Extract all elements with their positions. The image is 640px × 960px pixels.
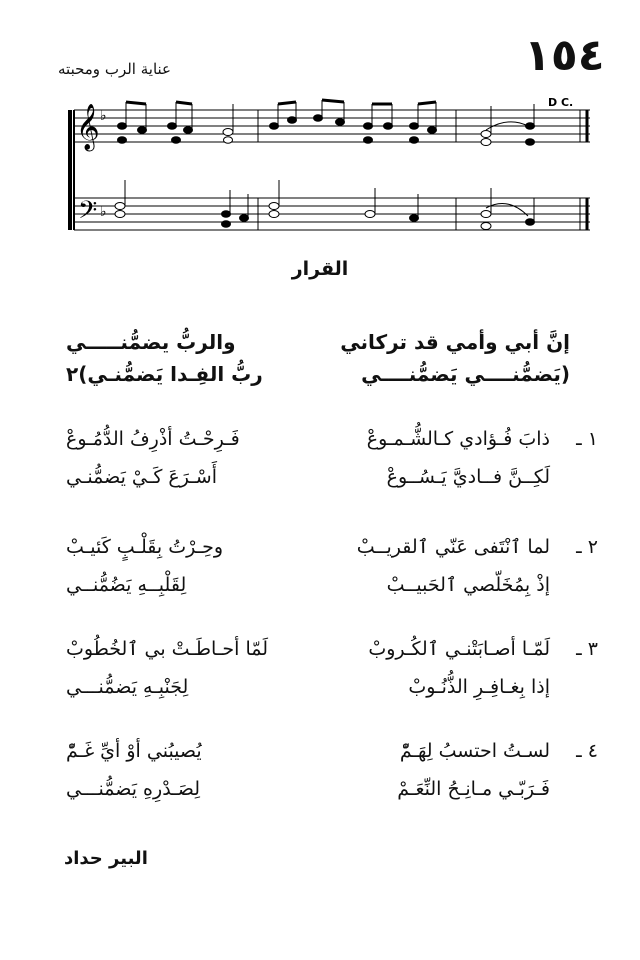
verse-line: ذابَ فُـؤادي كـالشُّـمـوعْ	[366, 428, 550, 450]
verse-line: لِجَنْبِـهِ يَضمُّنـــي	[66, 676, 189, 698]
author-credit: البير حداد	[64, 848, 148, 869]
refrain-line2-right: (يَضمُّنــــي يَضمُّنــــي	[361, 362, 570, 386]
verse-line: أَسْـرَعَ كَـيْ يَضمُّنـي	[66, 466, 217, 488]
ties	[486, 122, 528, 216]
flat-bass: ♭	[100, 204, 107, 220]
verse-line: إذا بِغـافِـرِ الذُّنُـوبْ	[408, 676, 550, 698]
treble-clef: 𝄞	[76, 104, 100, 150]
section-heading: عناية الرب ومحبته	[58, 60, 171, 78]
verse-line: لَمّا أحـاطَـتْ بي ٱلخُطُوبْ	[66, 638, 269, 660]
verse-line: لما ٱنْتَفى عَنّي ٱلقريــبْ	[356, 536, 550, 558]
verse-line: لسـتُ احتسبُ لِهَـمّْ	[399, 740, 550, 762]
verse-line: إذْ بِمُخَلّصي ٱلحَبيــبْ	[386, 574, 550, 596]
treble-notes	[118, 100, 535, 146]
verse-line: يُصيبُني أوْ أيِّ غَـمّْ	[66, 740, 202, 762]
dc-marking: D C.	[548, 96, 574, 109]
treble-staff	[74, 110, 590, 142]
refrain-line1-left: والربُّ يضمُّنـــــي	[66, 330, 236, 354]
verse-line: فَـرِحْـتُ أذْرِفُ الدُّمُـوعْ	[66, 428, 240, 450]
music-score	[0, 0, 640, 250]
flat-treble: ♭	[100, 108, 107, 124]
verse-line: فَـرَبّـي مـانِـحُ النِّعَـمْ	[397, 778, 550, 800]
page-number: ١٥٤	[524, 30, 605, 81]
verse-number: ٤ ـ	[576, 740, 598, 762]
refrain-label: القرار	[291, 258, 349, 280]
refrain-line2-left: ربُّ الفِـدا يَضمُّنـي)٢	[66, 362, 263, 386]
verse-number: ٣ ـ	[576, 638, 598, 660]
bar-lines	[258, 110, 587, 230]
refrain-line1-right: إنَّ أبي وأمي قد تركاني	[340, 330, 570, 354]
bass-clef: 𝄢	[78, 196, 98, 231]
verse-number: ١ ـ	[576, 428, 598, 450]
verse-number: ٢ ـ	[576, 536, 598, 558]
bass-staff	[74, 198, 590, 230]
verse-line: لَمّـا أصـابَتْنـي ٱلكُـروبْ	[368, 638, 550, 660]
verse-line: لِقَلْبِــهِ يَضُمُّنــي	[66, 574, 187, 596]
verse-line: لَكِــنَّ فــاديَّ يَـسُــوعْ	[386, 466, 550, 488]
verse-line: وحِـرْتُ بِقَلْـبٍ كَئيـبْ	[66, 536, 224, 558]
verse-line: لِصَـدْرِهِ يَضمُّنـــي	[66, 778, 200, 800]
